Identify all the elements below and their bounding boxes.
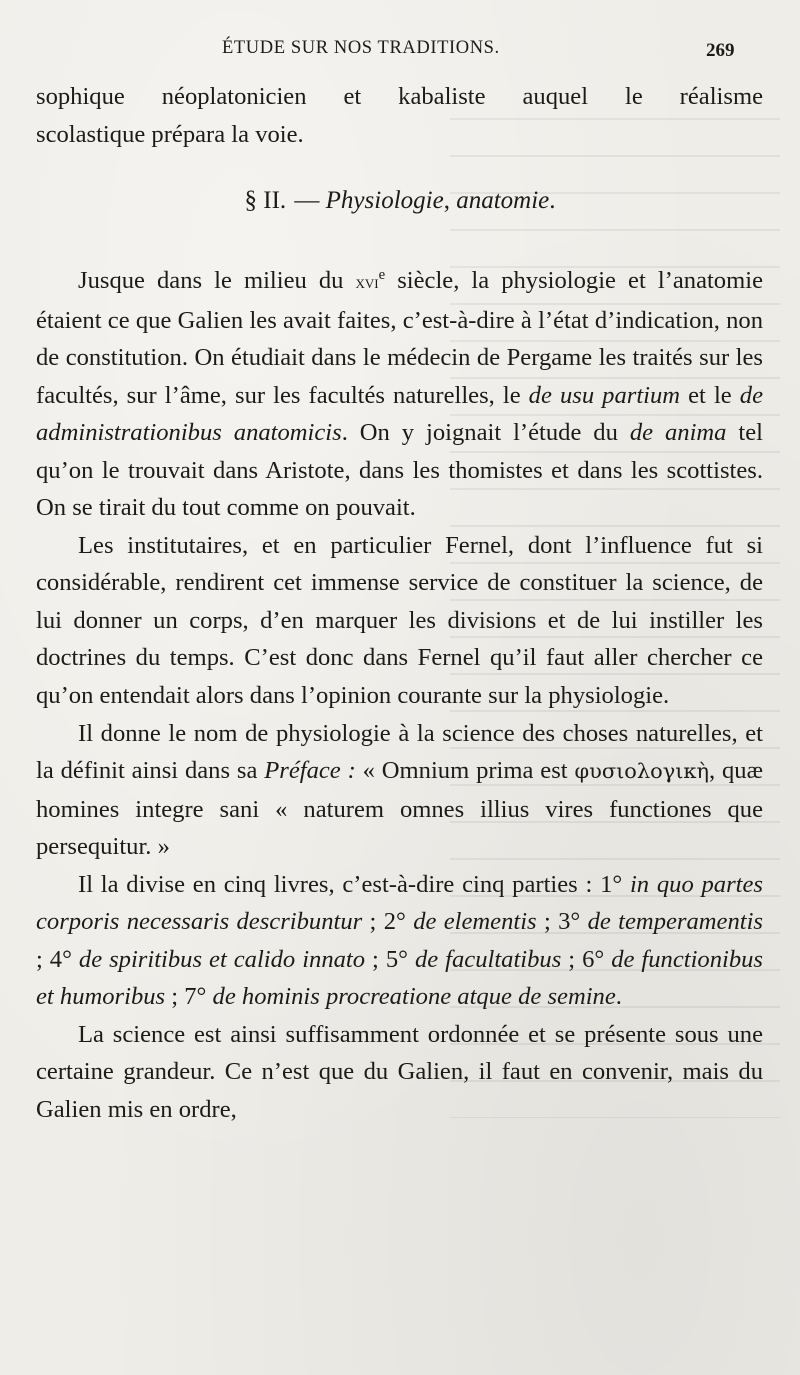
p3-greek-word: φυσιολογικὴ (574, 759, 709, 784)
p1-text-1: Jusque dans le milieu du (78, 267, 356, 294)
century-numeral: xvi (355, 272, 379, 293)
continued-line-1: sophique néoplatonicien et kabaliste auquel le réalisme (36, 83, 763, 110)
p1-italic-de-anima: de anima (629, 419, 727, 447)
section-mark: § II. (244, 187, 287, 214)
century-superscript: e (378, 266, 386, 283)
paragraph-definition (36, 715, 763, 866)
body-text (36, 262, 763, 1129)
p1-text-2: siècle, la physiologie et l’anatomie étaient ce que Galien les avait faites, c’est-à-dire à l’état d’indication, non de constitution. On étudiait dans le médecin de Pergame les traités sur les facultés, sur l’âme, sur les facultés naturelles, le (36, 267, 763, 409)
paragraph-fernel: Les institutaires, et en particulier Fernel, dont l’influence fut si considérable, rendirent cet immense service de constituer la science, de lui donner un corps, d’en marquer les divisions et de lui instiller les doctrines du temps. C’est donc dans Fernel qu’il faut aller chercher ce qu’on entendait alors dans l’opinion courante sur la physiologie. (36, 531, 763, 710)
section-comma: , (443, 187, 457, 214)
continued-paragraph (36, 78, 763, 153)
paragraph-galien (36, 262, 763, 527)
running-title: ÉTUDE SUR NOS TRADITIONS. (222, 38, 500, 58)
p4-italic-1: in quo partes corporis necessaris describuntur (36, 870, 763, 936)
p4-text-6: ; 6° (561, 945, 612, 973)
p1-text-3: et le (680, 381, 740, 409)
page-number: 269 (706, 40, 735, 61)
section-dash: — (288, 187, 326, 214)
section-period: . (549, 187, 556, 214)
p4-italic-2: de elementis (413, 908, 537, 936)
section-title-physiologie: Physiologie (325, 187, 444, 214)
p4-text-3: ; 3° (536, 908, 588, 936)
continued-line-2: scolastique prépara la voie. (36, 120, 304, 148)
p1-text-5: tel qu’on le trouvait dans Aristote, dans les thomistes et dans les scottistes. On se tirait du tout comme on pouvait. (36, 419, 763, 522)
p4-text-2: ; 2° (362, 908, 414, 936)
p4-italic-3: de temperamentis (587, 908, 763, 936)
p3-italic-preface: Préface : (264, 757, 356, 785)
p1-italic-de-usu: de usu partium (528, 381, 681, 409)
p3-text-1: Il donne le nom de physiologie à la science des choses naturelles, et la définit ainsi dans sa (36, 719, 763, 785)
section-title-anatomie: anatomie (456, 187, 550, 214)
p4-text-8: . (615, 983, 622, 1011)
section-heading (0, 182, 800, 219)
p4-text-1: Il la divise en cinq livres, c’est-à-dire cinq parties : 1° (78, 870, 630, 898)
p1-text-4: . On y joignait l’étude du (341, 419, 630, 447)
p4-italic-4: de spiritibus et calido innato (78, 945, 366, 973)
p1-italic-de-administrationibus: de administrationibus anatomicis (36, 381, 763, 447)
p4-text-5: ; 5° (365, 945, 415, 973)
p3-text-2: « Omnium prima est (355, 757, 575, 785)
p4-text-4: ; 4° (36, 945, 79, 973)
p4-text-7: ; 7° (165, 983, 213, 1011)
p3-text-3: , quæ homines integre sani « naturem omnes illius vires functiones que persequitur. » (36, 757, 764, 861)
paragraph-conclusion: La science est ainsi suffisamment ordonnée et se présente sous une certaine grandeur. Ce n’est que du Galien, il faut en convenir, mais du Galien mis en ordre, (36, 1020, 763, 1124)
p4-italic-5: de facultatibus (414, 945, 562, 973)
p4-italic-7: de hominis procreatione atque de semine (212, 983, 616, 1011)
paragraph-divisions (36, 866, 763, 1016)
p4-italic-6: de functionibus et humoribus (36, 945, 763, 1011)
